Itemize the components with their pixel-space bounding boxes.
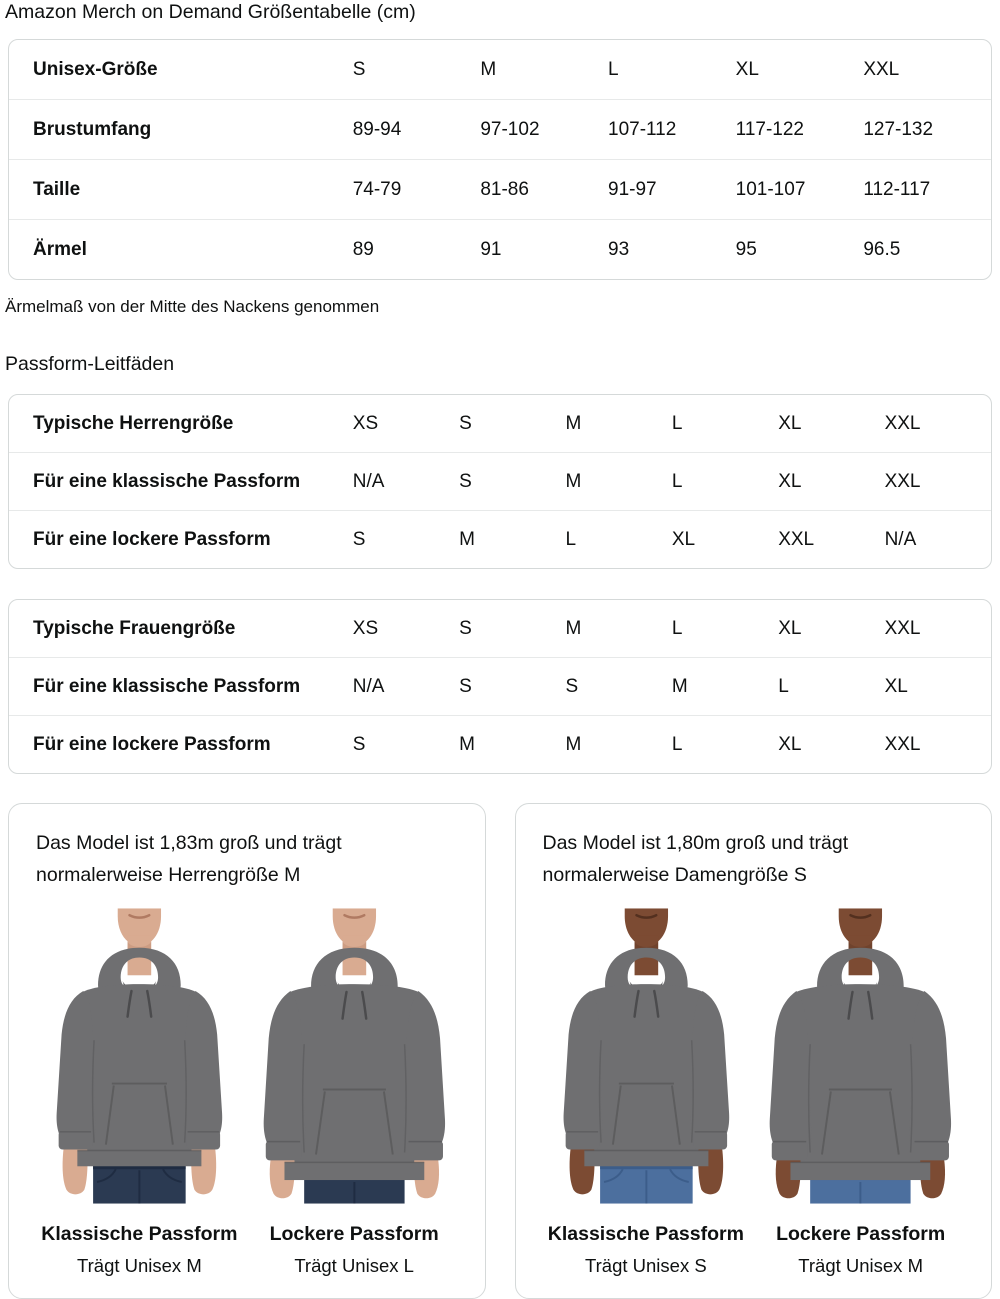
table-cell: M bbox=[459, 716, 565, 774]
table-cell: S bbox=[353, 716, 459, 774]
table-cell: 91 bbox=[480, 220, 608, 280]
model-description: Das Model ist 1,83m groß und trägt normalerweise Herrengröße M bbox=[36, 832, 342, 886]
table-row bbox=[9, 453, 991, 511]
table-cell: XL bbox=[735, 59, 759, 80]
fit-label: Klassische Passform bbox=[41, 1223, 238, 1245]
table-cell: XL bbox=[778, 716, 884, 774]
table-cell: M bbox=[459, 511, 565, 569]
mens-model-card bbox=[8, 803, 486, 1299]
row-label: Für eine lockere Passform bbox=[9, 716, 353, 774]
fit-label: Lockere Passform bbox=[776, 1223, 946, 1245]
table-cell: S bbox=[352, 59, 366, 80]
row-label: Ärmel bbox=[9, 220, 353, 280]
row-label: Typische Herrengröße bbox=[33, 413, 234, 434]
model-cards-row bbox=[8, 803, 992, 1299]
row-label: Für eine lockere Passform bbox=[9, 511, 353, 569]
table-cell: XS bbox=[352, 618, 379, 639]
table-cell: N/A bbox=[353, 658, 459, 716]
model-figures bbox=[543, 906, 965, 1276]
mens-fit-table bbox=[8, 394, 992, 569]
model-figure-classic bbox=[36, 906, 243, 1276]
size-label: Trägt Unisex S bbox=[585, 1255, 707, 1276]
female-classic-fit-hoodie-photo bbox=[543, 906, 750, 1206]
table-cell: 97-102 bbox=[480, 100, 608, 160]
table-cell: XL bbox=[778, 413, 802, 434]
row-label: Taille bbox=[9, 160, 353, 220]
table-row bbox=[9, 716, 991, 774]
table-cell: S bbox=[565, 658, 671, 716]
fit-guides-heading: Passform-Leitfäden bbox=[5, 353, 175, 375]
table-cell: 112-117 bbox=[863, 160, 991, 220]
table-cell: 107-112 bbox=[608, 100, 736, 160]
table-cell: XL bbox=[885, 658, 991, 716]
table-row bbox=[9, 395, 991, 453]
table-cell: XXL bbox=[778, 511, 884, 569]
size-label: Trägt Unisex M bbox=[77, 1255, 202, 1276]
table-cell: XXL bbox=[885, 716, 991, 774]
table-cell: S bbox=[459, 453, 565, 511]
table-cell: 96.5 bbox=[863, 220, 991, 280]
table-cell: N/A bbox=[885, 511, 991, 569]
page-title: Amazon Merch on Demand Größentabelle (cm) bbox=[5, 1, 416, 23]
table-cell: 117-122 bbox=[736, 100, 864, 160]
table-cell: S bbox=[459, 618, 472, 639]
model-figure-loose bbox=[251, 906, 458, 1276]
model-figure-classic bbox=[543, 906, 750, 1276]
table-cell: 127-132 bbox=[863, 100, 991, 160]
table-cell: 81-86 bbox=[480, 160, 608, 220]
table-cell: L bbox=[672, 716, 778, 774]
row-label: Typische Frauengröße bbox=[33, 618, 236, 639]
table-cell: 95 bbox=[736, 220, 864, 280]
table-cell: S bbox=[353, 511, 459, 569]
table-cell: XL bbox=[778, 618, 802, 639]
table-cell: L bbox=[778, 658, 884, 716]
table-cell: L bbox=[671, 413, 683, 434]
table-cell: 101-107 bbox=[736, 160, 864, 220]
table-cell: 89-94 bbox=[353, 100, 481, 160]
table-cell: M bbox=[565, 716, 671, 774]
unisex-size-table bbox=[8, 39, 992, 280]
table-cell: S bbox=[459, 413, 472, 434]
table-cell: 93 bbox=[608, 220, 736, 280]
table-row bbox=[9, 160, 991, 220]
table-cell: L bbox=[565, 511, 671, 569]
table-cell: M bbox=[480, 59, 497, 80]
size-label: Trägt Unisex L bbox=[294, 1255, 414, 1276]
table-cell: XS bbox=[352, 413, 379, 434]
table-cell: L bbox=[671, 618, 683, 639]
table-cell: M bbox=[565, 453, 671, 511]
womens-model-card bbox=[515, 803, 993, 1299]
table-cell: N/A bbox=[353, 453, 459, 511]
row-label: Für eine klassische Passform bbox=[9, 658, 353, 716]
table-cell: XL bbox=[672, 511, 778, 569]
sleeve-measure-note: Ärmelmaß von der Mitte des Nackens genommen bbox=[5, 297, 380, 316]
table-cell: 89 bbox=[353, 220, 481, 280]
model-figures bbox=[36, 906, 458, 1276]
table-row bbox=[9, 511, 991, 569]
table-row bbox=[9, 100, 991, 160]
table-row bbox=[9, 600, 991, 658]
table-cell: M bbox=[565, 413, 582, 434]
table-cell: XXL bbox=[885, 453, 991, 511]
row-label: Für eine klassische Passform bbox=[9, 453, 353, 511]
table-cell: 74-79 bbox=[353, 160, 481, 220]
model-description: Das Model ist 1,80m groß und trägt normalerweise Damengröße S bbox=[542, 832, 849, 886]
womens-fit-table bbox=[8, 599, 992, 774]
fit-label: Lockere Passform bbox=[269, 1223, 439, 1245]
table-cell: L bbox=[672, 453, 778, 511]
female-loose-fit-hoodie-photo bbox=[757, 906, 964, 1206]
table-cell: M bbox=[672, 658, 778, 716]
table-cell: L bbox=[608, 59, 619, 80]
table-cell: S bbox=[459, 658, 565, 716]
table-cell: XXL bbox=[884, 618, 921, 639]
table-cell: XL bbox=[778, 453, 884, 511]
table-cell: 91-97 bbox=[608, 160, 736, 220]
row-label: Unisex-Größe bbox=[33, 59, 158, 80]
male-loose-fit-hoodie-photo bbox=[251, 906, 458, 1206]
model-figure-loose bbox=[757, 906, 964, 1276]
fit-label: Klassische Passform bbox=[547, 1223, 744, 1245]
row-label: Brustumfang bbox=[9, 100, 353, 160]
table-row bbox=[9, 40, 991, 100]
table-row bbox=[9, 658, 991, 716]
male-classic-fit-hoodie-photo bbox=[36, 906, 243, 1206]
table-row bbox=[9, 220, 991, 280]
size-label: Trägt Unisex M bbox=[798, 1255, 923, 1276]
table-cell: M bbox=[565, 618, 582, 639]
table-cell: XXL bbox=[884, 413, 921, 434]
table-cell: XXL bbox=[863, 59, 900, 80]
